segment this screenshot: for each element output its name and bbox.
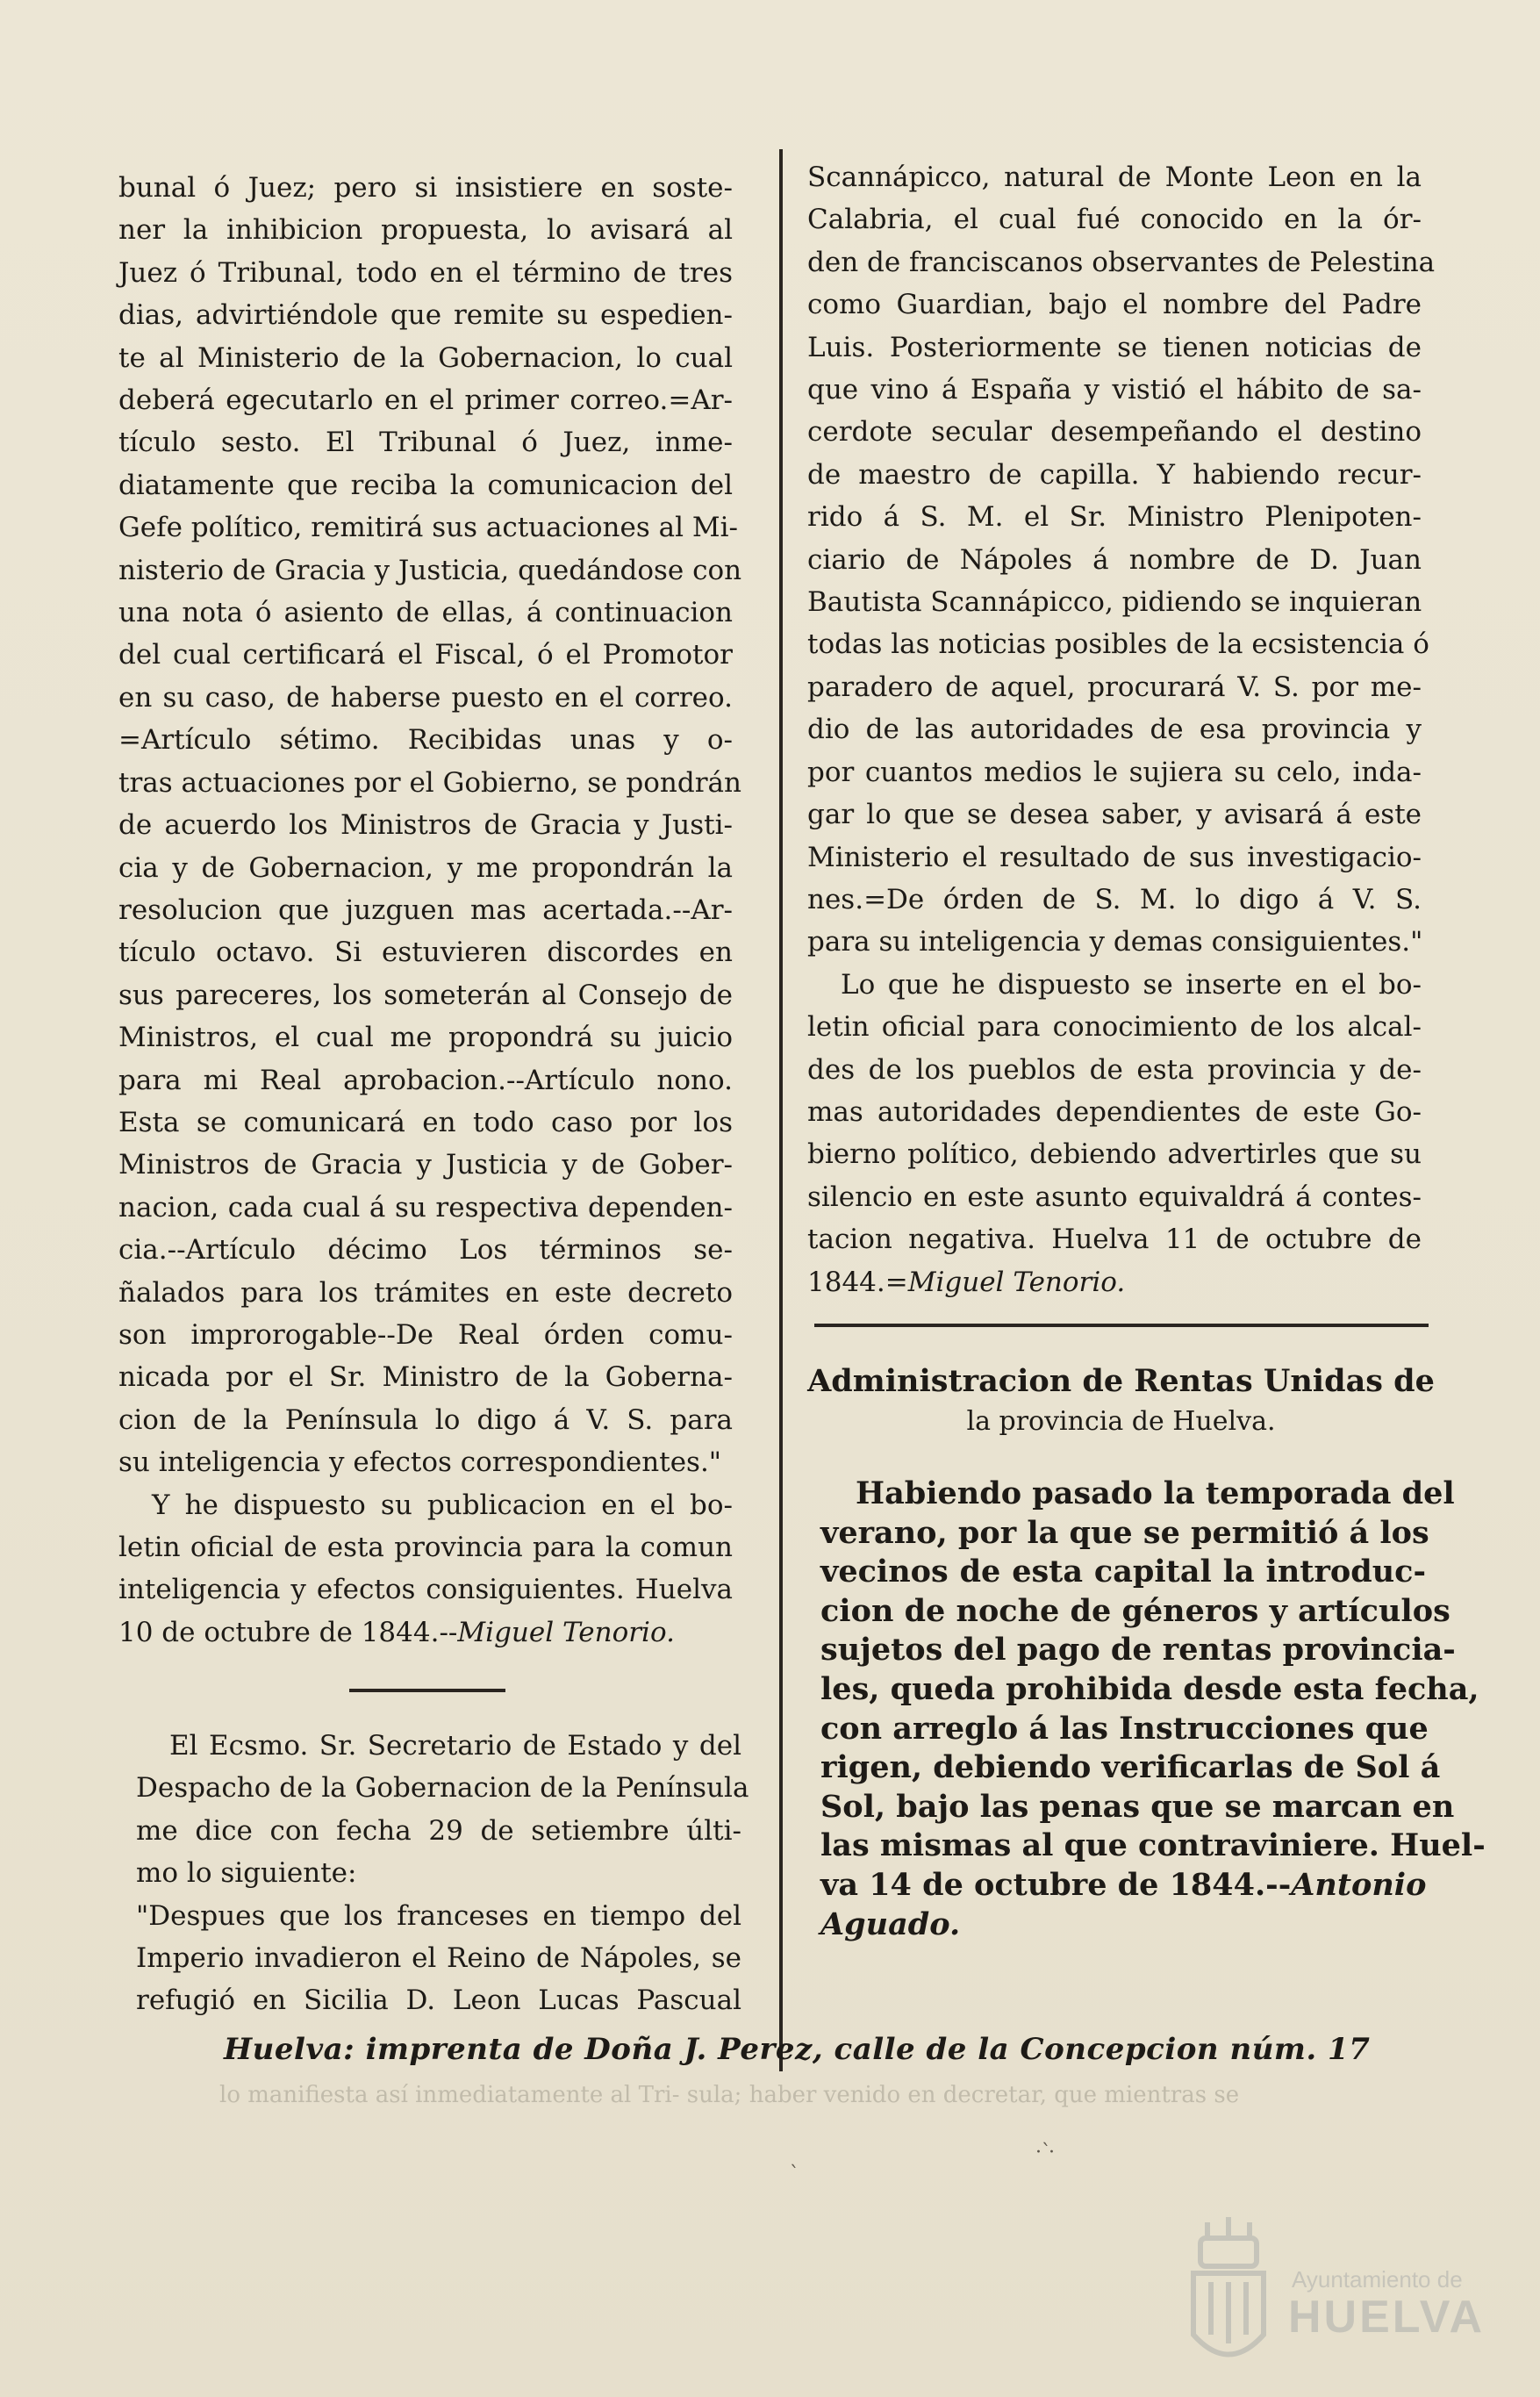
watermark-logo	[1176, 2212, 1527, 2379]
text-line: Calabria, el cual fué conocido en la ór-	[807, 204, 1422, 236]
text-line: refugió en Sicilia D. Leon Lucas Pascual	[136, 1984, 741, 2017]
coat-of-arms-icon	[1176, 2212, 1281, 2379]
text-line: para su inteligencia y demas consiguientes."	[807, 926, 1423, 958]
text-line: sus pareceres, los someterán al Consejo de	[118, 979, 733, 1011]
text-line: por cuantos medios le sujiera su celo, inda-	[807, 756, 1422, 788]
printer-imprint: Huelva: imprenta de Doña J. Perez, calle de la Concepcion núm. 17	[224, 2032, 1371, 2067]
text-line: tículo sesto. El Tribunal ó Juez, inme-	[118, 427, 733, 459]
watermark-text: Ayuntamiento de	[1292, 2266, 1463, 2293]
text-line: cerdote secular desempeñando el destino	[807, 416, 1422, 449]
publication-paragraph	[118, 1484, 733, 1654]
text-line: nacion, cada cual á su respectiva dependen-	[118, 1191, 733, 1224]
text-line: Scannápicco, natural de Monte Leon en la	[807, 161, 1422, 193]
text-line: dio de las autoridades de esa provincia y	[807, 714, 1422, 746]
signature: Miguel Tenorio.	[457, 1616, 675, 1648]
text-line: inteligencia y efectos consiguientes. Huelva	[118, 1574, 733, 1606]
text-line: tículo octavo. Si estuvieren discordes en	[118, 937, 733, 969]
text-line: mo lo siguiente:	[136, 1857, 357, 1890]
text-line: paradero de aquel, procurará V. S. por me-	[807, 671, 1422, 703]
text-line: bunal ó Juez; pero si insistiere en soste-	[118, 172, 733, 204]
section-divider	[814, 1324, 1429, 1327]
text-line: que vino á España y vistió el hábito de sa-	[807, 374, 1422, 406]
text-line: bierno político, debiendo advertirles que su	[807, 1138, 1422, 1171]
ink-speck: ˋ	[790, 2164, 799, 2185]
text-line: Gefe político, remitirá sus actuaciones al Mi-	[118, 512, 739, 544]
section-divider	[349, 1689, 505, 1692]
text-line: Sol, bajo las penas que se marcan en	[820, 1788, 1455, 1825]
text-line: te al Ministerio de la Gobernacion, lo cual	[118, 341, 733, 374]
text-line	[820, 1866, 1426, 1905]
text-line: me dice con fecha 29 de setiembre últi-	[136, 1814, 741, 1847]
signature: Miguel Tenorio.	[907, 1266, 1126, 1298]
text-line: tacion negativa. Huelva 11 de octubre de	[807, 1224, 1422, 1256]
right-column	[807, 156, 1436, 1303]
text-line: una nota ó asiento de ellas, á continuacion	[118, 597, 733, 629]
text-line: rigen, debiendo verificarlas de Sol á	[820, 1749, 1441, 1786]
text-line: son improrogable--De Real órden comu-	[118, 1318, 733, 1351]
text-line: Bautista Scannápicco, pidiendo se inquieran	[807, 586, 1422, 619]
text-line	[118, 1611, 733, 1654]
text-line: Juez ó Tribunal, todo en el término de tres	[118, 256, 733, 289]
text-line: como Guardian, bajo el nombre del Padre	[807, 289, 1422, 321]
text-line: ner la inhibicion propuesta, lo avisará al	[118, 214, 733, 247]
text-line: nicada por el Sr. Ministro de la Goberna-	[118, 1361, 733, 1394]
text-line: de acuerdo los Ministros de Gracia y Justi-	[118, 809, 733, 842]
text-line: nisterio de Gracia y Justicia, quedándose con	[118, 554, 742, 586]
text-line: verano, por la que se permitió á los	[820, 1514, 1429, 1551]
date-text: va 14 de octubre de 1844.--	[820, 1866, 1292, 1903]
text-line: sujetos del pago de rentas provincia-	[820, 1632, 1456, 1669]
text-line: con arreglo á las Instrucciones que	[820, 1710, 1429, 1747]
text-line: cion de la Península lo digo á V. S. para	[118, 1403, 733, 1436]
text-line: ciario de Nápoles á nombre de D. Juan	[807, 543, 1422, 576]
text-line: den de franciscanos observantes de Pelestina	[807, 246, 1436, 278]
text-line: vecinos de esta capital la introduc-	[820, 1554, 1426, 1590]
signature: Aguado.	[820, 1905, 961, 1942]
text-line: Imperio invadieron el Reino de Nápoles, se	[136, 1942, 741, 1975]
insertion-paragraph	[807, 964, 1422, 1303]
text-line: Lo que he dispuesto se inserte en el bo-	[841, 968, 1422, 1001]
ministry-communication	[136, 1725, 749, 2022]
text-line: rido á S. M. el Sr. Ministro Plenipoten-	[807, 501, 1422, 534]
date-text: 1844.=	[807, 1266, 908, 1298]
text-line: letin oficial para conocimiento de los alcal-	[807, 1011, 1422, 1044]
text-line: gar lo que se desea saber, y avisará á este	[807, 799, 1422, 831]
text-line: cia y de Gobernacion, y me propondrán la	[118, 851, 733, 884]
text-line: diatamente que reciba la comunicacion del	[118, 469, 733, 501]
text-line: Ministros de Gracia y Justicia y de Gober-	[118, 1149, 733, 1181]
signature: Antonio	[1291, 1866, 1427, 1903]
text-line: Despacho de la Gobernacion de la Península	[136, 1772, 749, 1805]
watermark-text: HUELVA	[1288, 2292, 1486, 2343]
text-line: de maestro de capilla. Y habiendo recur-	[807, 458, 1422, 491]
text-line: =Artículo sétimo. Recibidas unas y o-	[118, 724, 733, 757]
text-line: deberá egecutarlo en el primer correo.=Ar-	[118, 384, 733, 417]
ink-speck: ·՝·	[1035, 2142, 1055, 2164]
ministry-communication-continuation	[807, 156, 1436, 964]
text-line: en su caso, de haberse puesto en el correo.	[118, 681, 733, 714]
column-divider	[779, 149, 783, 2071]
text-line: dias, advirtiéndole que remite su espedien-	[118, 299, 733, 332]
section-title: Administracion de Rentas Unidas de	[807, 1363, 1435, 1399]
text-line: para mi Real aprobacion.--Artículo nono.	[118, 1064, 733, 1096]
text-line: tras actuaciones por el Gobierno, se pondrán	[118, 766, 741, 799]
text-line: Ministros, el cual me propondrá su juicio	[118, 1022, 733, 1054]
text-line: Esta se comunicará en todo caso por los	[118, 1106, 733, 1138]
text-line: silencio en este asunto equivaldrá á contes-	[807, 1181, 1422, 1213]
date-text: 10 de octubre de 1844.--	[118, 1616, 458, 1648]
text-line: cion de noche de géneros y artículos	[820, 1592, 1450, 1629]
bleed-through-text: lo manifiesta así inmediatamente al Tri- sula; haber venido en decretar, que mientras se	[219, 2082, 1240, 2108]
text-line: letin oficial de esta provincia para la comun	[118, 1532, 733, 1563]
text-line: Habiendo pasado la temporada del	[856, 1475, 1455, 1511]
text-line: ñalados para los trámites en este decreto	[118, 1276, 733, 1309]
text-line: mas autoridades dependientes de este Go-	[807, 1095, 1422, 1128]
left-column	[118, 167, 742, 1654]
text-line: cia.--Artículo décimo Los términos se-	[118, 1234, 733, 1267]
decree-continuation	[118, 167, 742, 1484]
text-line: Y he dispuesto su publicacion en el bo-	[152, 1489, 733, 1521]
text-line: su inteligencia y efectos correspondientes."	[118, 1446, 722, 1479]
rentas-notice	[820, 1475, 1486, 1944]
text-line: Luis. Posteriormente se tienen noticias de	[807, 331, 1422, 363]
section-subtitle: la provincia de Huelva.	[966, 1406, 1276, 1437]
text-line: resolucion que juzguen mas acertada.--Ar-	[118, 893, 733, 926]
text-line: les, queda prohibida desde esta fecha,	[820, 1670, 1479, 1707]
text-line: del cual certificará el Fiscal, ó el Promotor	[118, 639, 733, 671]
text-line: "Despues que los franceses en tiempo del	[136, 1899, 741, 1932]
text-line: des de los pueblos de esta provincia y de-	[807, 1053, 1422, 1086]
text-line: las mismas al que contraviniere. Huel-	[820, 1827, 1486, 1864]
left-column-lower	[136, 1725, 749, 2022]
text-line: nes.=De órden de S. M. lo digo á V. S.	[807, 883, 1422, 915]
text-line: El Ecsmo. Sr. Secretario de Estado y del	[169, 1730, 741, 1762]
text-line: todas las noticias posibles de la ecsistencia ó	[807, 628, 1429, 661]
text-line	[807, 1261, 1422, 1303]
text-line: Ministerio el resultado de sus investigacio-	[807, 841, 1422, 873]
